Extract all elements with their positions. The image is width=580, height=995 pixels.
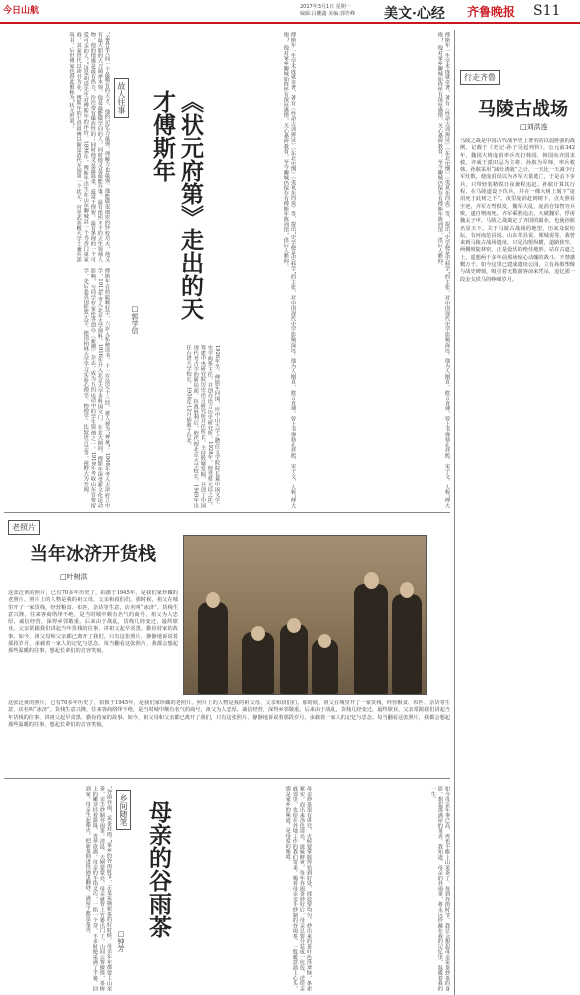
photo-figure — [392, 594, 422, 694]
article2-author: □刘洪连 — [520, 123, 548, 131]
article1-headline: 《状元府第》走出的天才傅斯年 — [149, 90, 204, 320]
article3-column-tag: 老照片 — [8, 520, 40, 535]
issue-weekday: 星期一 — [335, 4, 351, 10]
issue-meta — [300, 4, 355, 18]
article1-body-d: 傅斯年一生学术成就卓著，著有《性命古训辨证》《东北史纲》《夷夏东西说》等，提出“史学便是史料学”的主张，对中国现代史学影响深远。他为人刚直，敢言直谏，曾上书弹劾孔祥熙、宋子文，人称“傅大炮”。他对家乡聊城始终怀有深厚感情，关心桑梓教育，至今聊城仍保存有傅斯年陈列馆，供后人瞻仰。 — [282, 32, 296, 508]
article4-body-b: 母亲炒茶很有讲究，火候要掌握得恰到好处，揉捻要均匀，炒出来的茶叶色泽翠绿，条索紧实，泡出来汤色清亮，滋味鲜爽。每年谷雨茶炒好后，母亲总要分装成一包包，送给亲戚邻里，也给在外地工作的我们寄来。喝着母亲亲手炒制的谷雨茶，一股暖意涌上心头，那是家乡的味道，是母爱的味道。 — [284, 786, 312, 991]
newspaper-logo: 齐鲁晚报 — [467, 5, 516, 19]
header-rule — [0, 22, 580, 24]
article1-body-a: “孟真是人间一个最稀有的天才，他的记忆力最强，理解力也最强。他能做很细密的钞校功夫，他又有最大胆的大刀阔斧本领。他是最能做学问的人，同时他又是最能办事，最有组织才干的天生领袖人物。他的情感是最有热力，往往带有爆炸性的；同时他又是最温柔、最富于理智。最有条理的一个可爱可亲的人。”这是胡适先生对傅斯年的评价。1896年，傅斯年出生在山东聊城县一个书香门第家庭，其家世代以读书为业，傅斯年的七世祖傅以渐是清代开国第一个状元，官至武英殿大学士兼兵部尚书，后世傅家也因此被称为“状元府第”。 — [68, 32, 110, 262]
section-rule — [4, 512, 450, 513]
today-shandong-label: 今日山航 — [3, 6, 40, 16]
column-divider — [454, 30, 455, 995]
editor-credit: 编辑:白鹏鑫 — [300, 11, 327, 17]
issue-date: 2017年3月1日 — [300, 4, 335, 10]
article1-body-b: 傅斯年自幼聪颖好学，六岁入私塾读书，十一岁读完十三经，被人视为“神童”。1909年考入天津府立中学，1913年考入北京大学预科，1916年升入北京大学本科国文门。在北大期间，傅斯年深受新文化运动影响，与同学罗家伦等创办《新潮》杂志，成为五四运动中的学生领袖之一。1919年考取山东官费留学，先后赴英国伦敦大学、德国柏林大学学习实验心理学、物理学、比较语言学等，视野大为开阔。 — [82, 268, 110, 508]
photo-figure — [198, 602, 228, 694]
section-title: 美文·心经 — [384, 6, 445, 22]
article3-headline: 当年冰济开货栈 — [30, 544, 156, 565]
article2-column-tag: 行走齐鲁 — [460, 70, 500, 85]
article1-body-c: 1926年冬，傅斯年回国，应中山大学之聘任文学院院长兼中国文学、史学两系主任，并创办语言历史研究所。1928年，他受蔡元培之托，筹建中央研究院历史语言研究所并任所长，主持殷墟发掘，开创了中国现代考古学的新局面。抗战胜利后，他代理北京大学校长，1949年出任台湾大学校长，1950年12月病逝于台北。 — [185, 345, 220, 508]
article2-headline: 马陵古战场 — [478, 99, 568, 120]
article4-column-tag: 乡间随笔 — [116, 790, 131, 830]
article2-body: 马陵之战是中国古代战争史上著名的以弱胜强的战例，记载于《史记·孙子吴起列传》。公元前342年，魏国大将庞涓率兵攻打韩国，韩国向齐国求救。齐威王派田忌为主将、孙膑为军师，率兵救韩。孙膑采用“减灶诱敌”之计，一天比一天减少行军灶数，使庞涓误以为齐军大量逃亡，于是丢下步兵，只带轻装精锐日夜兼程追赶。孙膑计算其行程，在马陵道设下伏兵，并在一棵大树上刻下“庞涓死于此树之下”。夜里庞涓赶到树下，点火照看字迹，齐军万弩俱发，魏军大乱，庞涓自知智穷兵败，遂自刎而死。齐军乘胜追击，大破魏军，俘虏魏太子申。马陵之战奠定了齐国的霸业，也使孙膑名显天下。关于马陵古战场的地望，历来众说纷纭，有河南范县说、山东莘县说、郯城说等。我曾来到马陵古战场遗址，只见沟壑纵横，道路狭窄，两侧坡陡林密，正是设伏的绝佳地形。站在古道之上，遥想两千多年前那场惊心动魄的战斗，不禁感慨万千。如今这里已建成遗址公园，立有孙膑塑像与战史碑刻，吸引着无数游客前来凭吊，追忆那一段金戈铁马的峥嵘岁月。 — [460, 138, 575, 283]
article1-body-e: 傅斯年一生学术成就卓著，著有《性命古训辨证》《东北史纲》《夷夏东西说》等，提出“史学便是史料学”的主张，对中国现代史学影响深远。他为人刚直，敢言直谏，曾上书弹劾孔祥熙、宋子文，人称“傅大炮”。他对家乡聊城始终怀有深厚感情，关心桑梓教育，至今聊城仍保存有傅斯年陈列馆，供后人瞻仰。 — [436, 32, 450, 508]
old-family-photo — [183, 535, 427, 695]
photo-figure — [280, 624, 308, 694]
photo-figure — [354, 584, 388, 694]
section-rule — [4, 778, 450, 779]
article1-column-tag: 故人往事 — [114, 78, 129, 118]
article3-body-b: 这张泛黄的照片，已有70多年历史了，拍摄于1945年，是我们家珍藏的老照片。照片上的人物是我的祖父母、父亲和叔伯们。那时候，祖父在城里开了一家货栈，经营粮食、布匹、杂货等生意，店名叫“冰济”。货栈生意兴隆，往来客商络绎不绝，是当时城中颇有名气的商号。祖父为人忠厚，诚信经营，深得乡邻敬重。后来由于战乱，货栈几经变迁，最终歇业。父亲常跟我们讲起当年货栈的往事，讲祖父起早贪黑、勤俭持家的故事。如今，祖父母和父亲都已离开了我们，只有这张照片，静静地诉说着那段岁月，承载着一家人的记忆与思念。每当翻看这张照片，我都会想起那些温暖的往事，想起长辈们的音容笑貌。 — [8, 700, 450, 728]
article4-body-a: “谷雨谷雨，采茶对雨。”家乡的谷雨时节，正是采摘新茶的好时候。母亲年年都要上山采茶，亲手炒制谷雨茶。清晨，天刚蒙蒙亮，母亲就背上竹篓出门了，山间云雾缭绕，茶树上的嫩芽挂着露珠，青翠欲滴。母亲的手指灵巧，一掐一个芽，不多时便采满了半篓。回到家，母亲生起柴火，把新茶倒进铁锅里翻炒，满屋子都是茶香。 — [84, 786, 112, 991]
page-number: S11 — [533, 3, 561, 19]
article4-author: □钟芳 — [117, 930, 125, 952]
article3-author: □叶树洪 — [60, 573, 88, 581]
article4-body-c: 如今母亲年事已高，再也不能上山采茶了。每到谷雨时节，我总会想起母亲采茶炒茶的身影，想起那满屋的茶香。我知道，母亲的谷雨茶，将永远珍藏在我的记忆里，温暖着我的一生。 — [429, 786, 450, 991]
article1-author: □郭学信 — [131, 305, 139, 334]
article4-headline: 母亲的谷雨茶 — [145, 800, 172, 938]
article3-body-a: 这张泛黄的照片，已有70多年历史了，拍摄于1945年，是我们家珍藏的老照片。照片上的人物是我的祖父母、父亲和叔伯们。那时候，祖父在城里开了一家货栈，经营粮食、布匹、杂货等生意，店名叫“冰济”。货栈生意兴隆，往来客商络绎不绝，是当时城中颇有名气的商号。祖父为人忠厚，诚信经营，深得乡邻敬重。后来由于战乱，货栈几经变迁，最终歇业。父亲常跟我们讲起当年货栈的往事，讲祖父起早贪黑、勤俭持家的故事。如今，祖父母和父亲都已离开了我们，只有这张照片，静静地诉说着那段岁月，承载着一家人的记忆与思念。每当翻看这张照片，我都会想起那些温暖的往事，想起长辈们的音容笑貌。 — [8, 590, 178, 655]
designer-credit: 美编:郭作峰 — [328, 11, 355, 17]
photo-figure — [242, 632, 274, 694]
